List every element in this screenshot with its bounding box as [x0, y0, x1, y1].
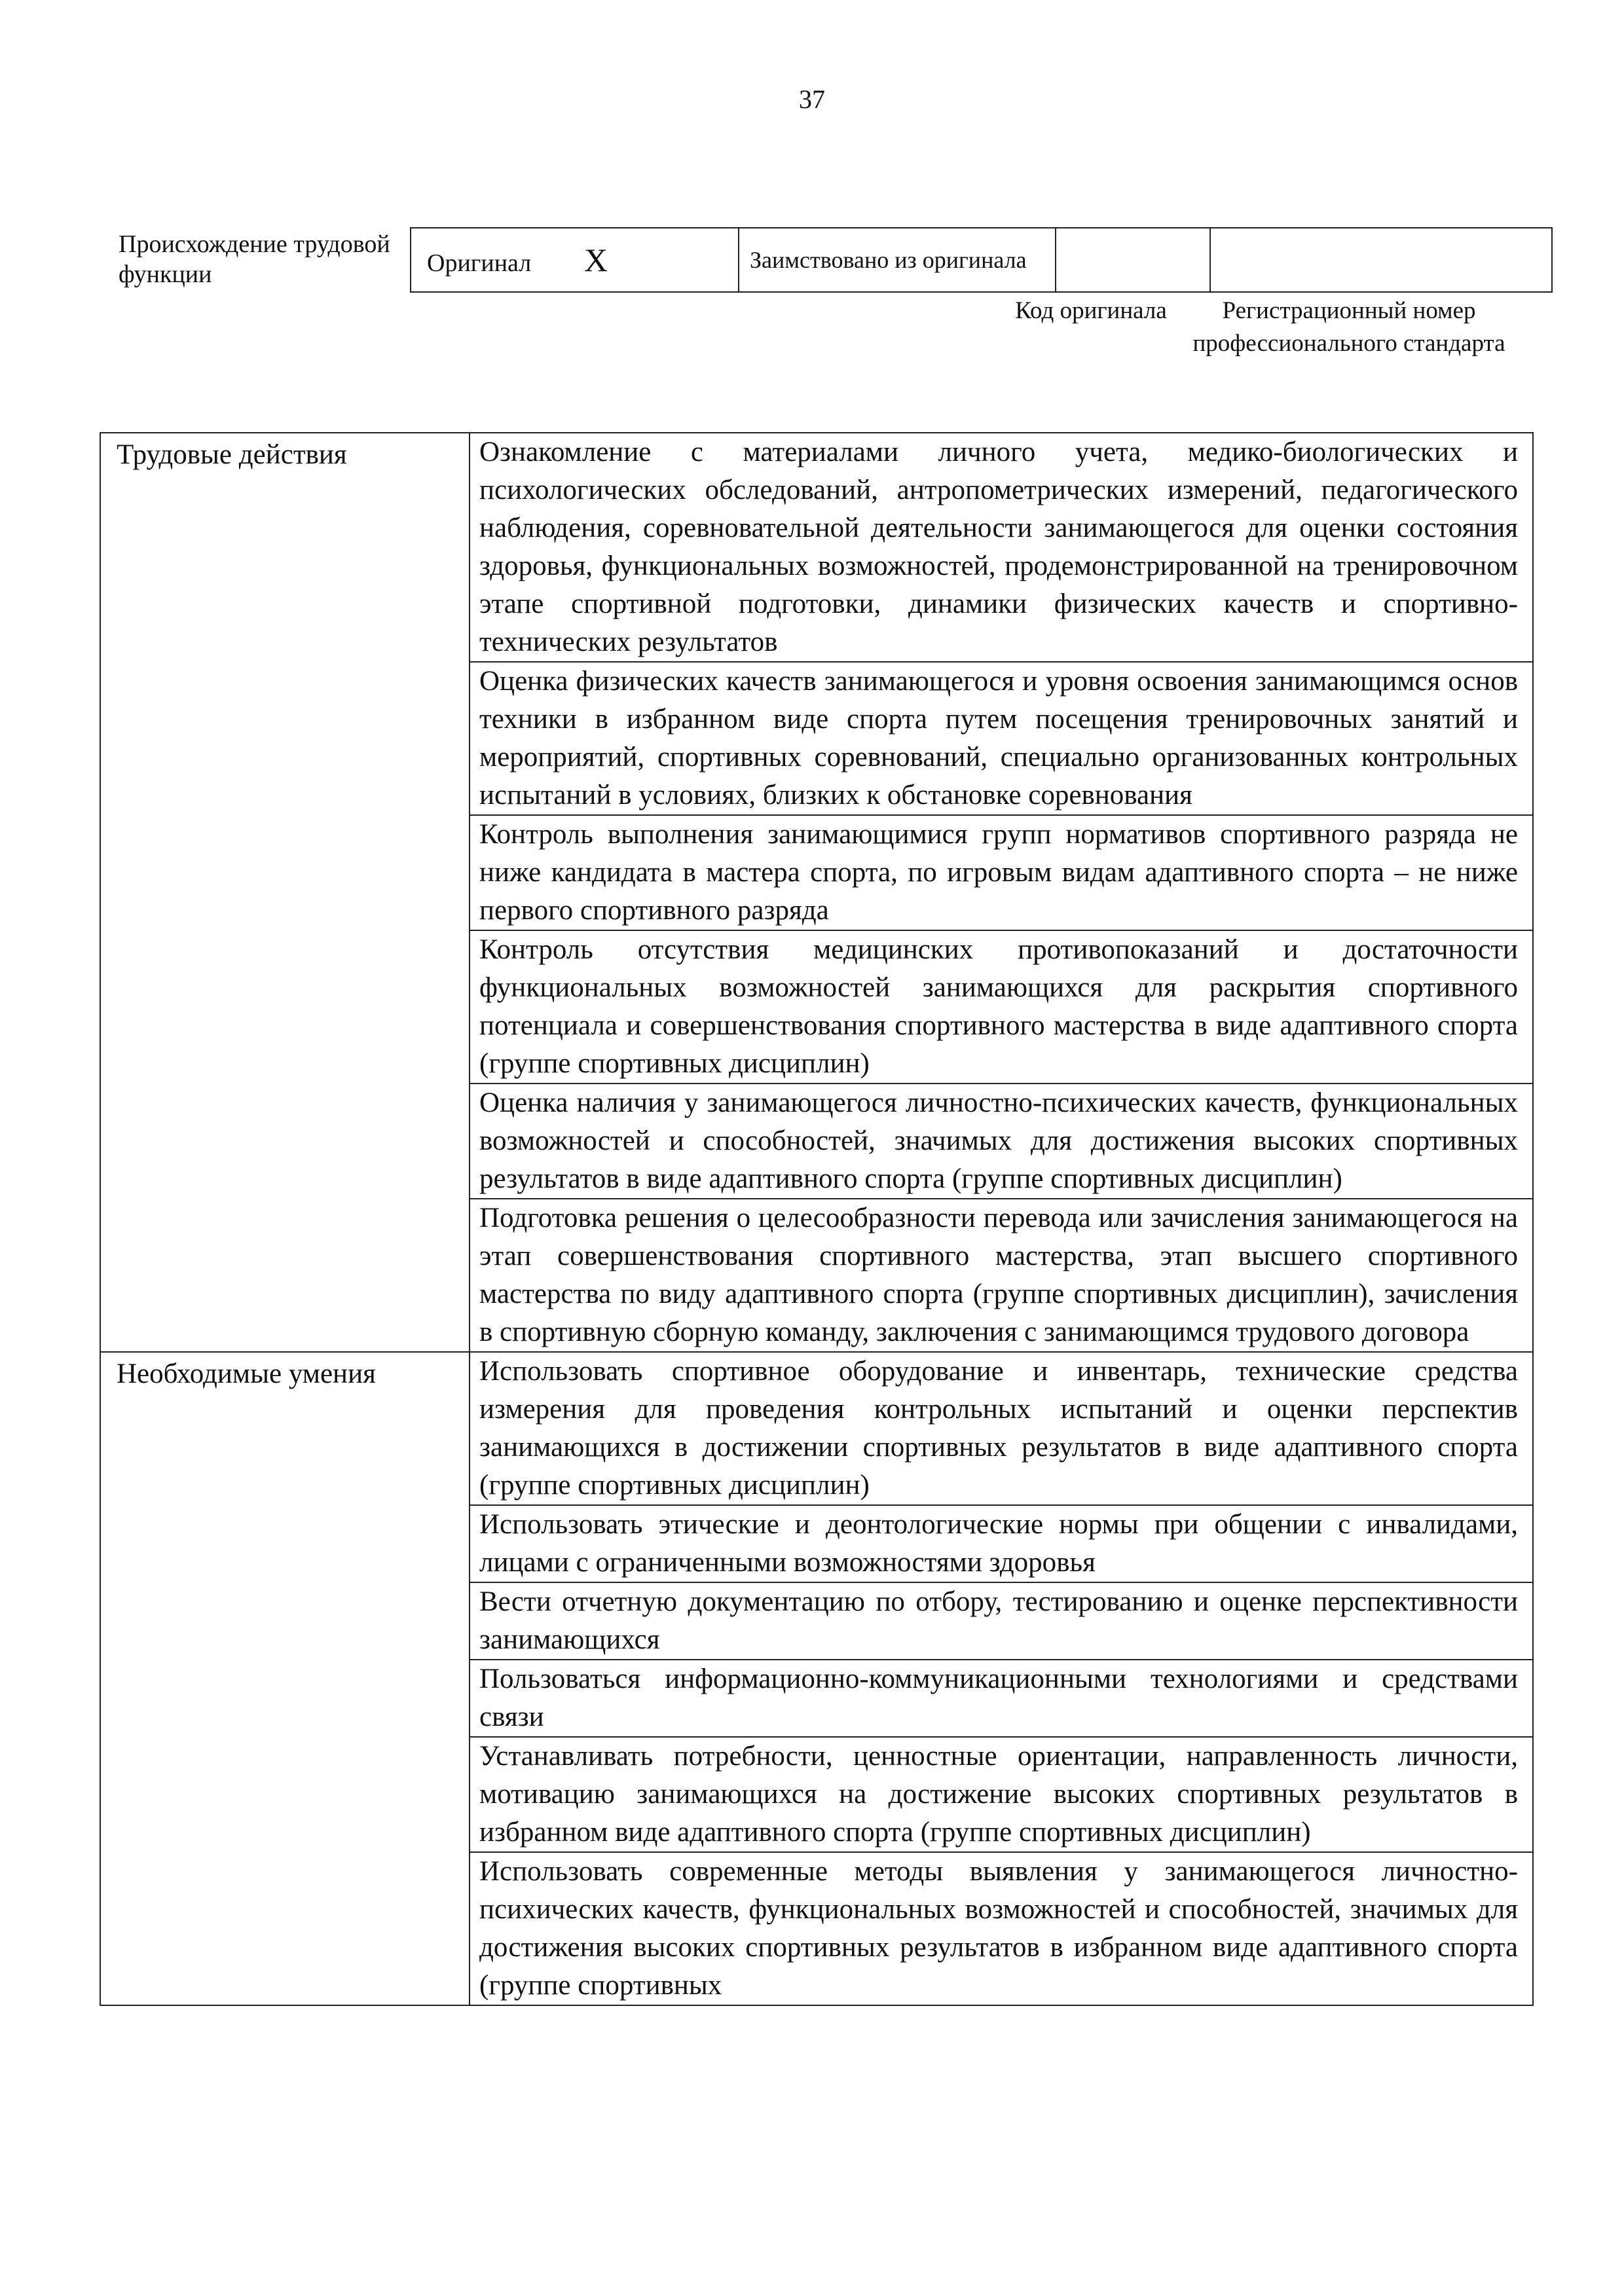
reg-number-cell [1210, 228, 1552, 292]
action-item: Оценка физических качеств занимающегося и уровня освоения занимающимся основ техники в избранном виде спорта путем посещения тренировочных занятий и мероприятий, спортивных соревнований, специально организованных контрольных испытаний в условиях, близких к обстановке соревнования [470, 662, 1533, 815]
original-mark: X [584, 242, 608, 278]
skill-item: Использовать современные методы выявления у занимающегося личностно-психических качеств, функциональных возможностей и способностей, значимых для достижения высоких спортивных результатов в избранном виде адаптивного спорта (группе спортивных [470, 1852, 1533, 2005]
category-label: Трудовые действия [117, 439, 347, 470]
category-label: Необходимые умения [117, 1358, 376, 1389]
skill-item: Пользоваться информационно-коммуникационными технологиями и средствами связи [470, 1660, 1533, 1737]
borrowed-label: Заимствовано из оригинала [739, 228, 1056, 292]
page-number: 37 [799, 84, 825, 114]
reg-caption: Регистрационный номер профессионального стандарта [1192, 297, 1505, 357]
original-label: Оригинал [427, 249, 532, 277]
skill-item: Вести отчетную документацию по отбору, тестированию и оценке перспективности занимающихся [470, 1582, 1533, 1660]
skill-item: Использовать этические и деонтологические нормы при общении с инвалидами, лицами с ограниченными возможностями здоровья [470, 1505, 1533, 1582]
action-item: Контроль выполнения занимающимися групп нормативов спортивного разряда не ниже кандидата в мастера спорта, по игровым видам адаптивного спорта – не ниже первого спортивного разряда [470, 815, 1533, 930]
skill-item: Устанавливать потребности, ценностные ориентации, направленность личности, мотивацию занимающихся на достижение высоких спортивных результатов в избранном виде адаптивного спорта (группе спортивных дисциплин) [470, 1737, 1533, 1852]
action-item: Подготовка решения о целесообразности перевода или зачисления занимающегося на этап совершенствования спортивного мастерства, этап высшего спортивного мастерства по виду адаптивного спорта (группе спортивных дисциплин), зачисления в спортивную сборную команду, заключения с занимающимся трудового договора [470, 1199, 1533, 1352]
origin-label: Происхождение трудовой функции [119, 230, 390, 288]
function-table [100, 432, 1534, 2006]
action-item: Оценка наличия у занимающегося личностно-психических качеств, функциональных возможностей и способностей, значимых для достижения высоких спортивных результатов в виде адаптивного спорта (группе спортивных дисциплин) [470, 1084, 1533, 1199]
code-cell [1056, 228, 1210, 292]
origin-original-cell [411, 228, 739, 292]
category-cell [100, 1352, 470, 2005]
action-item: Контроль отсутствия медицинских противопоказаний и достаточности функциональных возможностей занимающихся для раскрытия спортивного потенциала и совершенствования спортивного мастерства в виде адаптивного спорта (группе спортивных дисциплин) [470, 930, 1533, 1084]
origin-table [410, 227, 1553, 293]
code-caption: Код оригинала [1015, 297, 1167, 324]
category-cell [100, 433, 470, 1352]
action-item: Ознакомление с материалами личного учета, медико-биологических и психологических обследований, антропометрических измерений, педагогического наблюдения, соревновательной деятельности занимающегося для оценки состояния здоровья, функциональных возможностей, продемонстрированной на тренировочном этапе спортивной подготовки, динамики физических качеств и спортивно-технических результатов [470, 433, 1533, 662]
skill-item: Использовать спортивное оборудование и инвентарь, технические средства измерения для проведения контрольных испытаний и оценки перспектив занимающихся в достижении спортивных результатов в виде адаптивного спорта (группе спортивных дисциплин) [470, 1352, 1533, 1505]
